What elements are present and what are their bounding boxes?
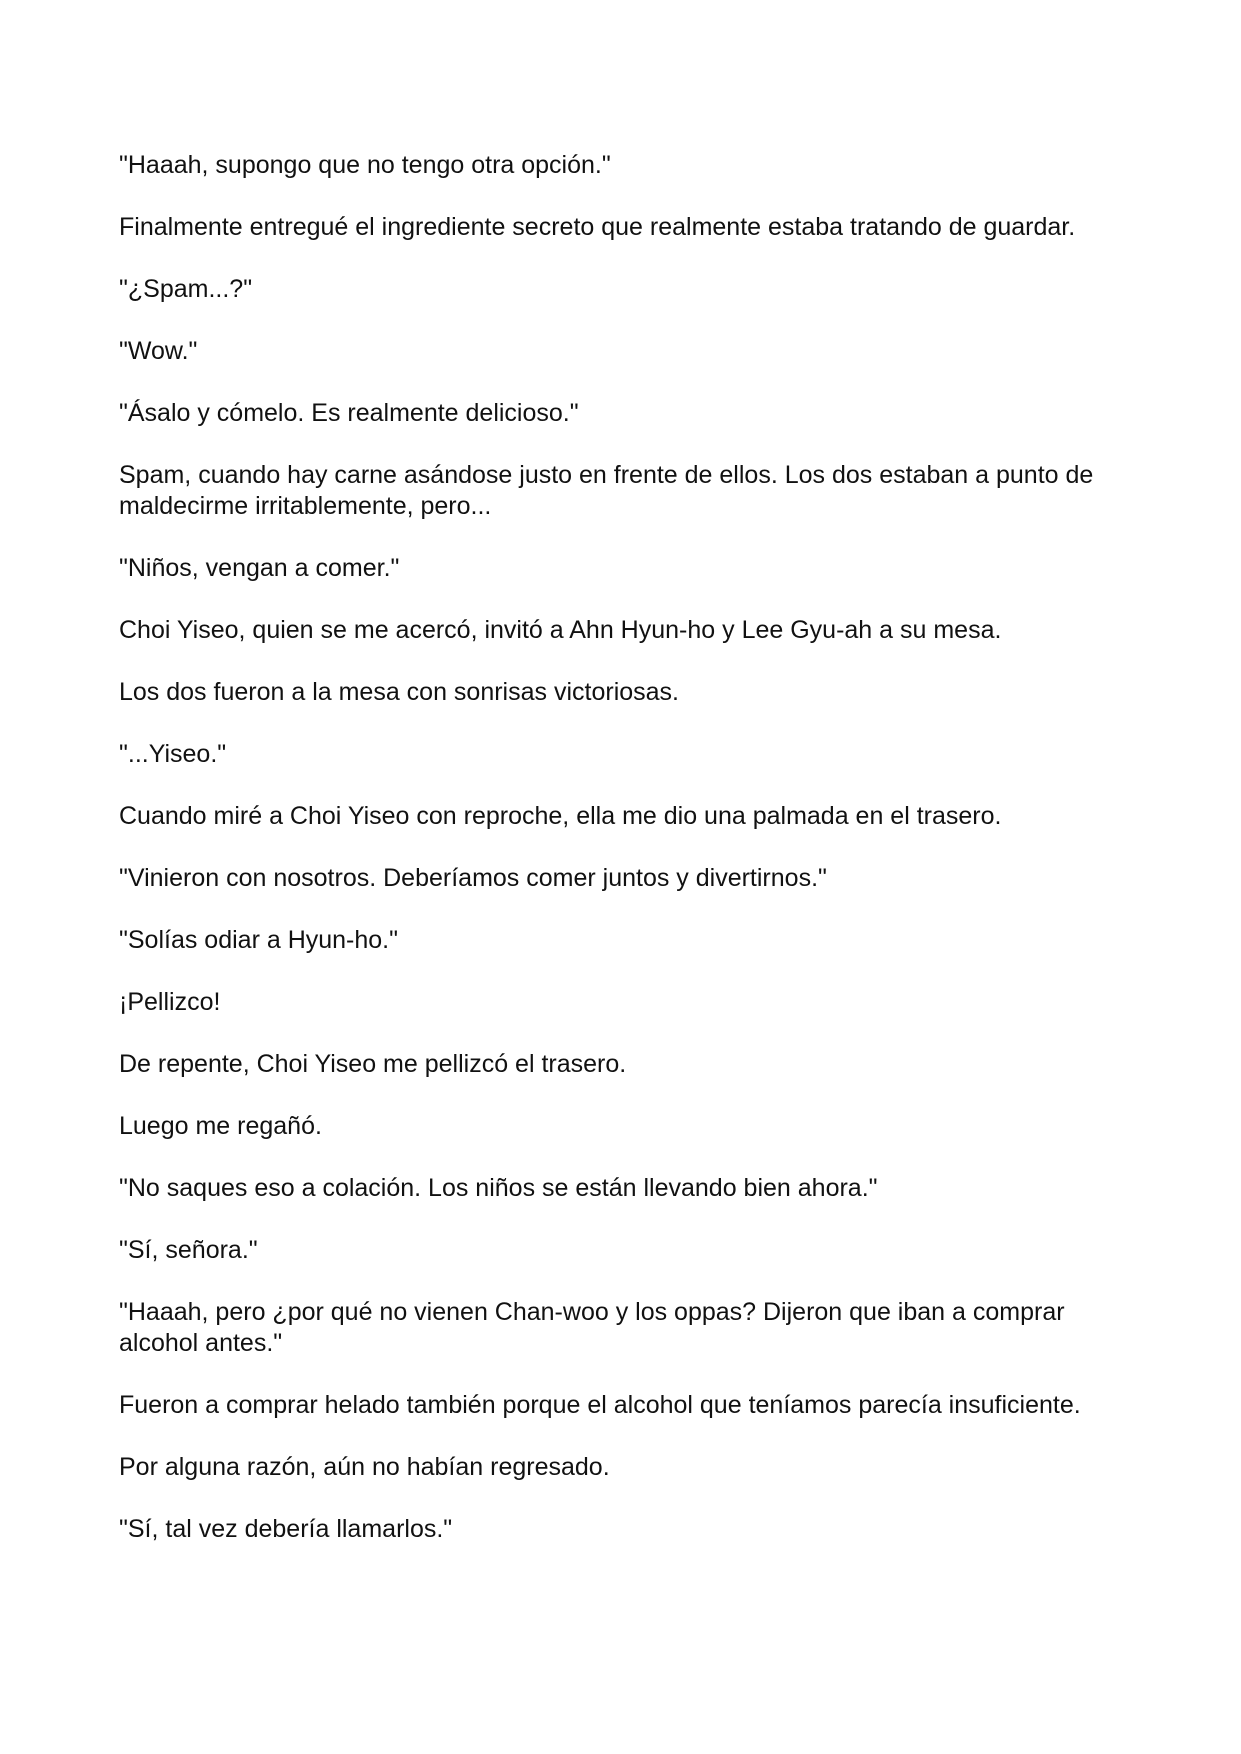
paragraph: Choi Yiseo, quien se me acercó, invitó a Ahn Hyun-ho y Lee Gyu-ah a su mesa. — [119, 616, 1002, 644]
paragraph: "Haaah, supongo que no tengo otra opción." — [119, 151, 611, 179]
paragraph: Cuando miré a Choi Yiseo con reproche, ella me dio una palmada en el trasero. — [119, 802, 1002, 830]
paragraph: "Ásalo y cómelo. Es realmente delicioso." — [119, 399, 579, 427]
paragraph: "Haaah, pero ¿por qué no vienen Chan-woo y los oppas? Dijeron que iban a comprar alcohol antes." — [119, 1298, 1065, 1357]
document-body — [119, 150, 1129, 1576]
paragraph: Luego me regañó. — [119, 1112, 322, 1140]
paragraph: Finalmente entregué el ingrediente secreto que realmente estaba tratando de guardar. — [119, 213, 1076, 241]
paragraph: "Sí, señora." — [119, 1236, 258, 1264]
paragraph: "Sí, tal vez debería llamarlos." — [119, 1515, 453, 1543]
paragraph: ¡Pellizco! — [119, 988, 221, 1016]
paragraph: De repente, Choi Yiseo me pellizcó el trasero. — [119, 1050, 627, 1078]
paragraph: "Wow." — [119, 337, 198, 365]
paragraph: "Solías odiar a Hyun-ho." — [119, 926, 399, 954]
paragraph: "Niños, vengan a comer." — [119, 554, 400, 582]
paragraph: Los dos fueron a la mesa con sonrisas victoriosas. — [119, 678, 679, 706]
paragraph: "...Yiseo." — [119, 740, 227, 768]
paragraph: "Vinieron con nosotros. Deberíamos comer juntos y divertirnos." — [119, 864, 827, 892]
paragraph: Fueron a comprar helado también porque el alcohol que teníamos parecía insuficiente. — [119, 1391, 1081, 1419]
paragraph: "No saques eso a colación. Los niños se están llevando bien ahora." — [119, 1174, 878, 1202]
paragraph: Spam, cuando hay carne asándose justo en frente de ellos. Los dos estaban a punto de maldecirme irritablemente, pero... — [119, 461, 1094, 520]
paragraph: Por alguna razón, aún no habían regresado. — [119, 1453, 610, 1481]
paragraph: "¿Spam...?" — [119, 275, 253, 303]
